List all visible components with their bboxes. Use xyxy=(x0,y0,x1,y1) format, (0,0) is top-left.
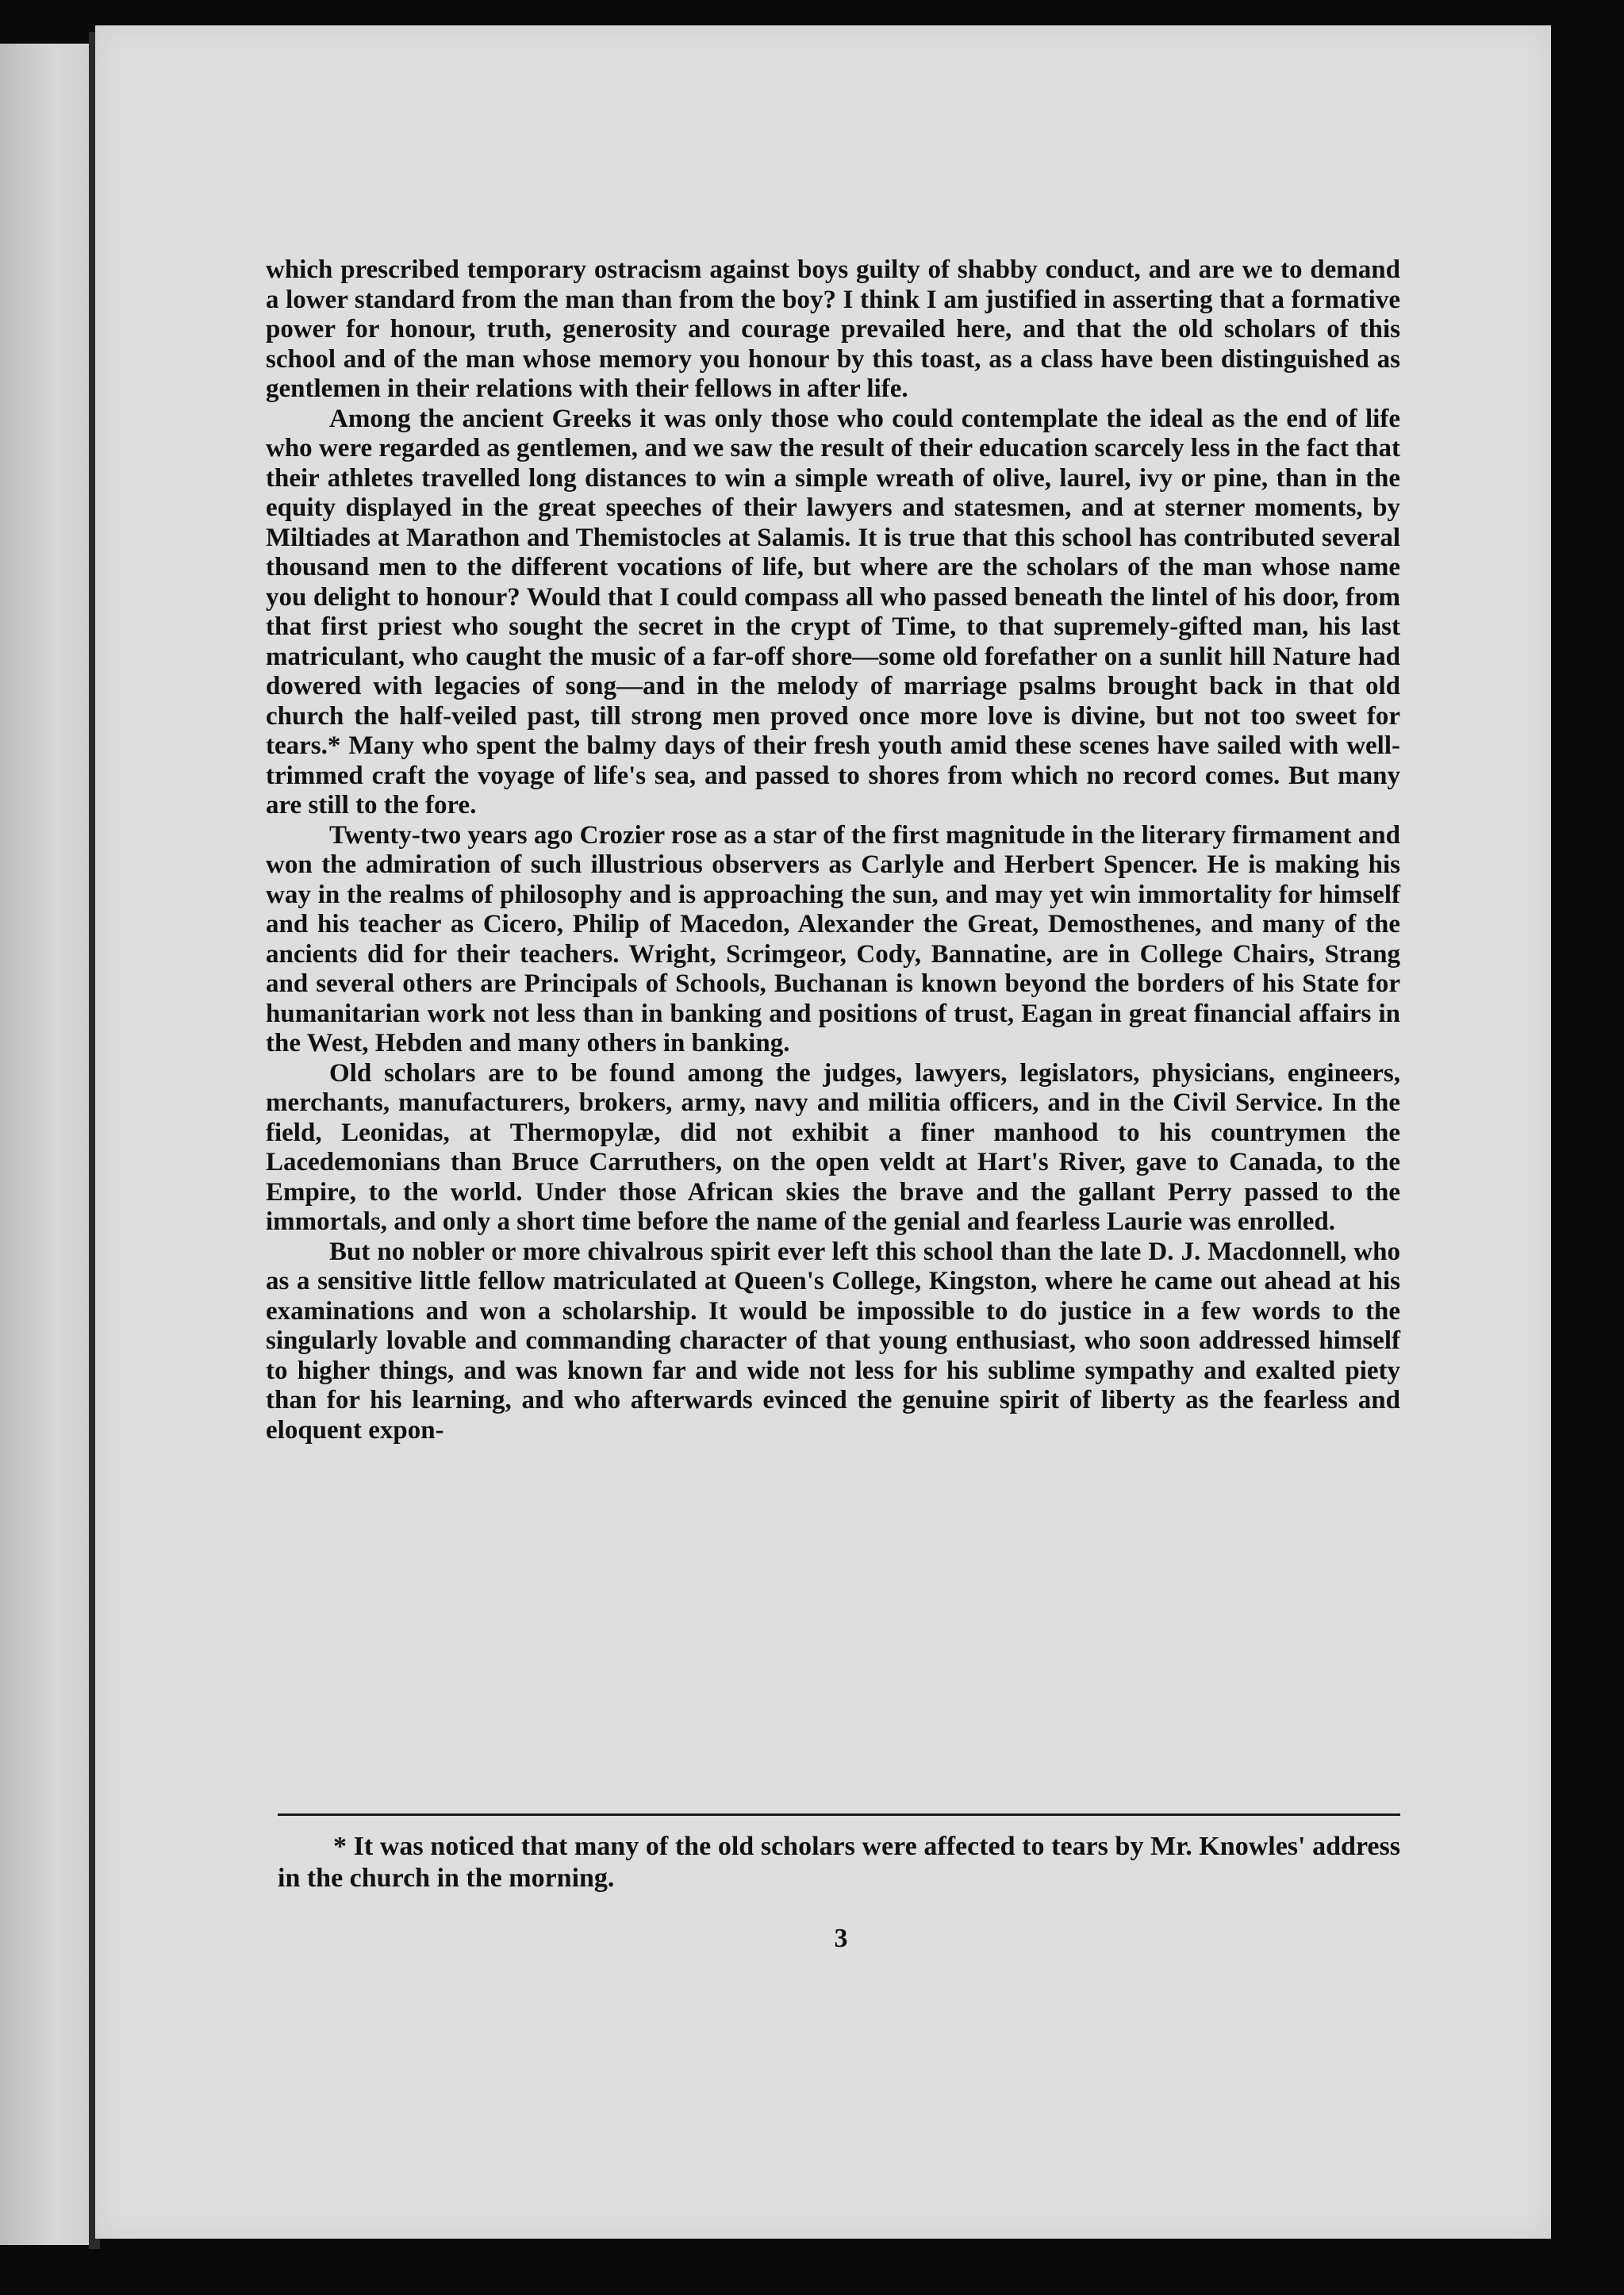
paragraph-4: Old scholars are to be found among the judges, lawyers, legislators, physicians, engineers, merchants, manufacturers, brokers, army, navy and militia officers, and in the Civil Service. In the field, Leonidas, at Thermopylæ, did not exhibit a finer manhood to his countrymen the Lacedemonians than Bruce Carruthers, on the open veldt at Hart's River, gave to Canada, to the Empire, to the world. Under those African skies the brave and the gallant Perry passed to the immortals, and only a short time before the name of the genial and fearless Laurie was enrolled. xyxy=(266,1058,1400,1236)
adjacent-page-edge xyxy=(0,44,94,2245)
paragraph-5: But no nobler or more chivalrous spirit ever left this school than the late D. J. Macdonnell, who as a sensitive little fellow matriculated at Queen's College, Kingston, where he came out ahead at his examinations and won a scholarship. It would be impossible to do justice in a few words to the singularly lovable and commanding character of that young enthusiast, who soon addressed himself to higher things, and was known far and wide not less for his sublime sympathy and exalted piety than for his learning, and who afterwards evinced the genuine spirit of liberty as the fearless and eloquent expon- xyxy=(266,1237,1400,1445)
footnote xyxy=(278,1831,1400,1894)
body-text xyxy=(266,255,1400,1445)
paragraph-3: Twenty-two years ago Crozier rose as a star of the first magnitude in the literary firmament and won the admiration of such illustrious observers as Carlyle and Herbert Spencer. He is making his way in the realms of philosophy and is approaching the sun, and may yet win immortality for himself and his teacher as Cicero, Philip of Macedon, Alexander the Great, Demosthenes, and many of the ancients did for their teachers. Wright, Scrimgeor, Cody, Bannatine, are in College Chairs, Strang and several others are Principals of Schools, Buchanan is known beyond the borders of his State for humanitarian work not less than in banking and positions of trust, Eagan in great financial affairs in the West, Hebden and many others in banking. xyxy=(266,820,1400,1057)
page-number: 3 xyxy=(834,1924,848,1953)
footnote-text: * It was noticed that many of the old scholars were affected to tears by Mr. Knowles' address in the church in the morning. xyxy=(278,1832,1400,1893)
paragraph-2: Among the ancient Greeks it was only those who could contemplate the ideal as the end of life who were regarded as gentlemen, and we saw the result of their education scarcely less in the fact that their athletes travelled long distances to win a simple wreath of olive, laurel, ivy or pine, than in the equity displayed in the great speeches of their lawyers and statesmen, and at sterner moments, by Miltiades at Marathon and Themistocles at Salamis. It is true that this school has contributed several thousand men to the different vocations of life, but where are the scholars of the man whose name you delight to honour? Would that I could compass all who passed beneath the lintel of his door, from that first priest who sought the secret in the crypt of Time, to that supremely-gifted man, his last matriculant, who caught the music of a far-off shore—some old forefather on a sunlit hill Nature had dowered with legacies of song—and in the melody of marriage psalms brought back in that old church the half-veiled past, till strong men proved once more love is divine, but not too sweet for tears.* Many who spent the balmy days of their fresh youth amid these scenes have sailed with well-trimmed craft the voyage of life's sea, and passed to shores from which no record comes. But many are still to the fore. xyxy=(266,404,1400,819)
paragraph-1: which prescribed temporary ostracism against boys guilty of shabby conduct, and are we to demand a lower standard from the man than from the boy? I think I am justified in asserting that a formative power for honour, truth, generosity and courage prevailed here, and that the old scholars of this school and of the man whose memory you honour by this toast, as a class have been distinguished as gentlemen in their relations with their fellows in after life. xyxy=(266,255,1400,403)
footnote-divider xyxy=(278,1813,1400,1816)
